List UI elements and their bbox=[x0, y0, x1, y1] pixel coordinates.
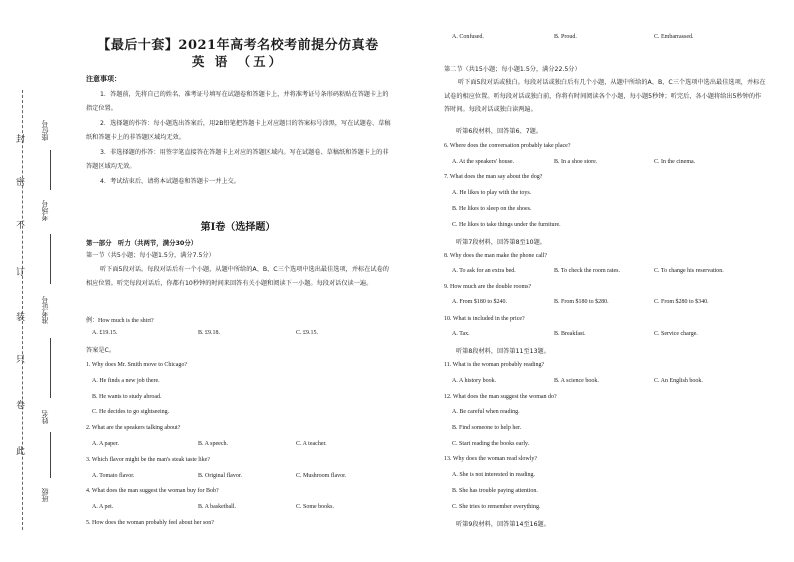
option: A. Be careful when reading. bbox=[452, 409, 520, 415]
option: A. To ask for an extra bed. bbox=[452, 268, 516, 274]
seal-char: 密 bbox=[16, 178, 26, 188]
group-intro: 听第7段材料，回答第8至10题。 bbox=[456, 239, 546, 246]
option: C. Some books. bbox=[296, 504, 335, 510]
option: A. He likes to play with the toys. bbox=[452, 190, 532, 196]
option: A. A paper. bbox=[92, 441, 119, 447]
option: C. An English book. bbox=[654, 378, 703, 384]
example-option: C. £9.15. bbox=[296, 330, 319, 336]
question: 13. Why does the woman read slowly? bbox=[444, 456, 538, 462]
option: B. A science book. bbox=[554, 378, 599, 384]
option: C. From $280 to $340. bbox=[654, 299, 709, 305]
option: C. Service charge. bbox=[654, 331, 698, 337]
option: C. In the cinema. bbox=[654, 159, 696, 165]
example-question: 例：How much is the shirt? bbox=[86, 318, 154, 324]
option: B. She has trouble paying attention. bbox=[452, 488, 538, 494]
sub2-heading: 第二节（共15小题；每小题1.5分，满分22.5分） bbox=[444, 66, 581, 73]
option: C. Start reading the books early. bbox=[452, 441, 530, 447]
question: 12. What does the man suggest the woman do? bbox=[444, 394, 557, 400]
option: A. At the speakers' house. bbox=[452, 159, 515, 165]
question: 5. How does the woman probably feel about her son? bbox=[86, 520, 214, 526]
group-intro: 听第6段材料，回答第6、7题。 bbox=[456, 128, 543, 135]
question: 10. What is included in the price? bbox=[444, 316, 525, 322]
exam-room-line bbox=[50, 234, 51, 284]
question: 3. Which flavor might be the man's steak taste like? bbox=[86, 457, 210, 463]
class-label: 班级 bbox=[41, 488, 49, 502]
name-line bbox=[50, 432, 51, 478]
sub1-instructions: 听下面5段对话。每段对话后有一个小题，从题中所给的A、B、C三个选项中选出最佳选项，并标在试卷的相应位置。听完每段对话后，你都有10秒钟的时间来回答有关小题和阅读下一小题。每段对话仅读一遍。 bbox=[86, 266, 389, 287]
group-intro: 听第9段材料，回答第14至16题。 bbox=[456, 521, 550, 528]
option: C. She tries to remember everything. bbox=[452, 504, 541, 510]
option: A. A history book. bbox=[452, 378, 497, 384]
notice-item: 4．考试结束后，请将本试题卷和答题卡一并上交。 bbox=[100, 178, 241, 185]
seal-char: 卷 bbox=[16, 401, 26, 411]
option: B. In a shoe store. bbox=[554, 159, 598, 165]
option: A. She is not interested in reading. bbox=[452, 472, 535, 478]
option: B. To check the room rates. bbox=[554, 268, 620, 274]
exam-title: 【最后十套】2021年高考名校考前提分仿真卷 bbox=[97, 38, 379, 53]
question: 2. What are the speakers talking about? bbox=[86, 425, 181, 431]
option: B. Breakfast. bbox=[554, 331, 586, 337]
example-option: A. £19.15. bbox=[92, 330, 118, 336]
option: C. To change his reservation. bbox=[654, 268, 724, 274]
option: B. He wants to study abroad. bbox=[92, 394, 162, 400]
option: C. A teacher. bbox=[296, 441, 327, 447]
option: A. A pet. bbox=[92, 504, 114, 510]
example-answer: 答案是C。 bbox=[86, 347, 116, 354]
name-label: 姓名 bbox=[41, 410, 49, 424]
option: C. He likes to take things under the furniture. bbox=[452, 222, 561, 228]
sub2-instructions: 听下面5段对话或独白。每段对话或独白后有几个小题，从题中所给的A、B、C三个选项中选出最佳选项，并标在试卷的相应位置。听每段对话或独白前，你将有时间阅读各个小题，每小题5秒钟；听完后，各小题将给出5秒钟的作答时间。每段对话或独白读两遍。 bbox=[444, 79, 766, 113]
sub1-heading: 第一节（共5小题；每小题1.5分，满分7.5分） bbox=[86, 252, 215, 259]
exam-room-label: 考场号 bbox=[41, 200, 49, 221]
notice-item: 3．非选择题的作答：用签字笔直接答在答题卡上对应的答题区域内。写在试题卷、草稿纸和答题卡上的非答题区域均无效。 bbox=[86, 149, 389, 170]
notice-item: 2．选择题的作答：每小题选出答案后，用2B铅笔把答题卡上对应题目的答案标号涂黑，写在试题卷、草稿纸和答题卡上的非答题区域均无效。 bbox=[86, 120, 391, 141]
option: A. He finds a new job there. bbox=[92, 378, 160, 384]
option: C. Embarrassed. bbox=[654, 34, 694, 40]
question: 6. Where does the conversation probably take place? bbox=[444, 143, 571, 149]
option: B. He likes to sleep on the shoes. bbox=[452, 206, 532, 212]
example-option: B. £9.18. bbox=[198, 330, 221, 336]
seal-char: 订 bbox=[16, 268, 26, 278]
exam-subject: 英 语 （五） bbox=[191, 54, 285, 69]
question: 9. How much are the double rooms? bbox=[444, 284, 532, 290]
option: B. From $180 to $280. bbox=[554, 299, 609, 305]
question: 8. Why does the man make the phone call? bbox=[444, 253, 548, 259]
admission-number-line bbox=[50, 338, 51, 398]
option: B. Proud. bbox=[554, 34, 577, 40]
notice-item: 1．答题前，先将自己的姓名、准考证号填写在试题卷和答题卡上，并将准考证号条形码粘贴在答题卡上的指定位置。 bbox=[86, 91, 389, 112]
seal-char: 此 bbox=[16, 447, 26, 457]
question: 1. Why does Mr. Smith move to Chicago? bbox=[86, 362, 188, 368]
question: 4. What does the man suggest the woman buy for Bob? bbox=[86, 488, 219, 494]
seat-number-label: 座位号 bbox=[41, 120, 49, 141]
question: 7. What does the man say about the dog? bbox=[444, 174, 543, 180]
section-heading: 第一部分 听力（共两节，满分30分） bbox=[86, 239, 198, 247]
seat-number-line bbox=[50, 150, 51, 190]
option: A. From $180 to $240. bbox=[452, 299, 508, 305]
part1-title: 第Ⅰ卷（选择题） bbox=[200, 222, 276, 233]
option: B. Original flavor. bbox=[198, 473, 242, 479]
option: C. He decides to go sightseeing. bbox=[92, 409, 170, 415]
group-intro: 听第8段材料，回答第11至13题。 bbox=[456, 348, 550, 355]
notice-heading: 注意事项： bbox=[86, 75, 121, 83]
option: A. Confused. bbox=[452, 34, 484, 40]
option: B. A basketball. bbox=[198, 504, 236, 510]
question: 11. What is the woman probably reading? bbox=[444, 362, 545, 368]
seal-char: 只 bbox=[16, 355, 26, 365]
option: C. Mushroom flavor. bbox=[296, 473, 347, 479]
binding-margin bbox=[0, 0, 78, 562]
seal-char: 封 bbox=[16, 135, 26, 145]
option: A. Tomato flavor. bbox=[92, 473, 135, 479]
admission-number-label: 准考证号 bbox=[41, 296, 49, 324]
seal-char: 不 bbox=[16, 221, 26, 231]
seal-char: 装 bbox=[16, 313, 26, 323]
option: A. Tax. bbox=[452, 331, 470, 337]
option: B. Find someone to help her. bbox=[452, 425, 522, 431]
option: B. A speech. bbox=[198, 441, 228, 447]
